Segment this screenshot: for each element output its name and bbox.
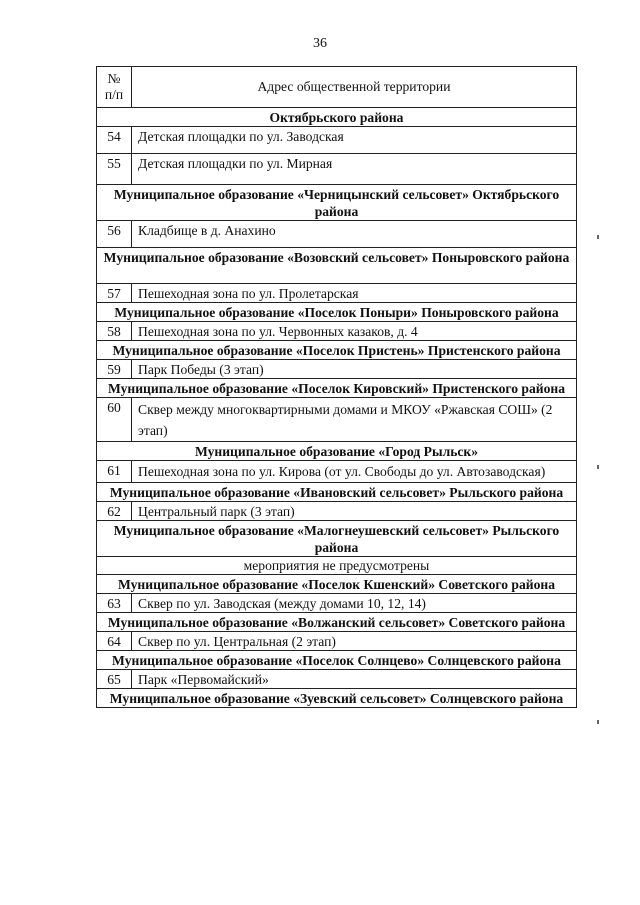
group-cell: Муниципальное образование «Зуевский сельсовет» Солнцевского района bbox=[97, 689, 577, 708]
row-number: 56 bbox=[97, 221, 132, 248]
table-row bbox=[97, 632, 577, 651]
row-number: 64 bbox=[97, 632, 132, 651]
table-header bbox=[97, 67, 577, 108]
scan-mark bbox=[597, 465, 599, 469]
table-body bbox=[97, 108, 577, 708]
header-address bbox=[132, 67, 577, 108]
row-address: Детская площадки по ул. Мирная bbox=[132, 154, 577, 185]
header-address-label: Адрес общественной территории bbox=[257, 79, 451, 94]
table-row bbox=[97, 594, 577, 613]
row-number: 62 bbox=[97, 502, 132, 521]
table-row bbox=[97, 360, 577, 379]
group-row bbox=[97, 613, 577, 632]
table-row bbox=[97, 284, 577, 303]
group-cell: Муниципальное образование «Поселок Кшенский» Советского района bbox=[97, 575, 577, 594]
group-cell: Октябрьского района bbox=[97, 108, 577, 127]
page-number: 36 bbox=[313, 36, 327, 51]
table-row bbox=[97, 322, 577, 341]
group-row bbox=[97, 521, 577, 557]
territory-table bbox=[96, 66, 577, 708]
row-number: 60 bbox=[97, 398, 132, 442]
group-row bbox=[97, 575, 577, 594]
row-number: 59 bbox=[97, 360, 132, 379]
group-cell: Муниципальное образование «Поселок Пристень» Пристенского района bbox=[97, 341, 577, 360]
group-row bbox=[97, 651, 577, 670]
scan-mark bbox=[597, 720, 599, 724]
group-row bbox=[97, 341, 577, 360]
group-cell: Муниципальное образование «Малогнеушевский сельсовет» Рыльского района bbox=[97, 521, 577, 557]
group-cell: Муниципальное образование «Поселок Кировский» Пристенского района bbox=[97, 379, 577, 398]
group-cell: Муниципальное образование «Черницынский сельсовет» Октябрьского района bbox=[97, 185, 577, 221]
row-number: 54 bbox=[97, 127, 132, 154]
table-row bbox=[97, 127, 577, 154]
row-address: Парк Победы (3 этап) bbox=[132, 360, 577, 379]
group-row bbox=[97, 379, 577, 398]
group-row bbox=[97, 303, 577, 322]
group-cell: Муниципальное образование «Поселок Солнцево» Солнцевского района bbox=[97, 651, 577, 670]
row-address: Центральный парк (3 этап) bbox=[132, 502, 577, 521]
row-address: Сквер между многоквартирными домами и МКОУ «Ржавская СОШ» (2 этап) bbox=[132, 398, 577, 442]
group-row bbox=[97, 185, 577, 221]
row-address: Пешеходная зона по ул. Пролетарская bbox=[132, 284, 577, 303]
row-address: Пешеходная зона по ул. Кирова (от ул. Свободы до ул. Автозаводская) bbox=[132, 461, 577, 483]
row-number: 58 bbox=[97, 322, 132, 341]
group-cell: Муниципальное образование «Ивановский сельсовет» Рыльского района bbox=[97, 483, 577, 502]
group-row bbox=[97, 689, 577, 708]
note-cell: мероприятия не предусмотрены bbox=[97, 557, 577, 575]
group-cell: Муниципальное образование «Волжанский сельсовет» Советского района bbox=[97, 613, 577, 632]
group-cell: Муниципальное образование «Город Рыльск» bbox=[97, 442, 577, 461]
table-row bbox=[97, 398, 577, 442]
row-number: 61 bbox=[97, 461, 132, 483]
header-num bbox=[97, 67, 132, 108]
row-address: Сквер по ул. Заводская (между домами 10, 12, 14) bbox=[132, 594, 577, 613]
row-address: Детская площадки по ул. Заводская bbox=[132, 127, 577, 154]
row-address: Парк «Первомайский» bbox=[132, 670, 577, 689]
row-address: Кладбище в д. Анахино bbox=[132, 221, 577, 248]
row-number: 55 bbox=[97, 154, 132, 185]
group-row bbox=[97, 248, 577, 284]
table-row bbox=[97, 670, 577, 689]
group-row bbox=[97, 108, 577, 127]
header-num-label: № п/п bbox=[104, 71, 124, 102]
group-row bbox=[97, 442, 577, 461]
table-row bbox=[97, 461, 577, 483]
note-row bbox=[97, 557, 577, 575]
table-row bbox=[97, 502, 577, 521]
group-cell: Муниципальное образование «Возовский сельсовет» Поныровского района bbox=[97, 248, 577, 284]
group-cell: Муниципальное образование «Поселок Поныри» Поныровского района bbox=[97, 303, 577, 322]
row-number: 63 bbox=[97, 594, 132, 613]
table-row bbox=[97, 221, 577, 248]
row-address: Сквер по ул. Центральная (2 этап) bbox=[132, 632, 577, 651]
row-number: 57 bbox=[97, 284, 132, 303]
group-row bbox=[97, 483, 577, 502]
table-row bbox=[97, 154, 577, 185]
row-address: Пешеходная зона по ул. Червонных казаков, д. 4 bbox=[132, 322, 577, 341]
scan-mark bbox=[597, 235, 599, 239]
row-number: 65 bbox=[97, 670, 132, 689]
